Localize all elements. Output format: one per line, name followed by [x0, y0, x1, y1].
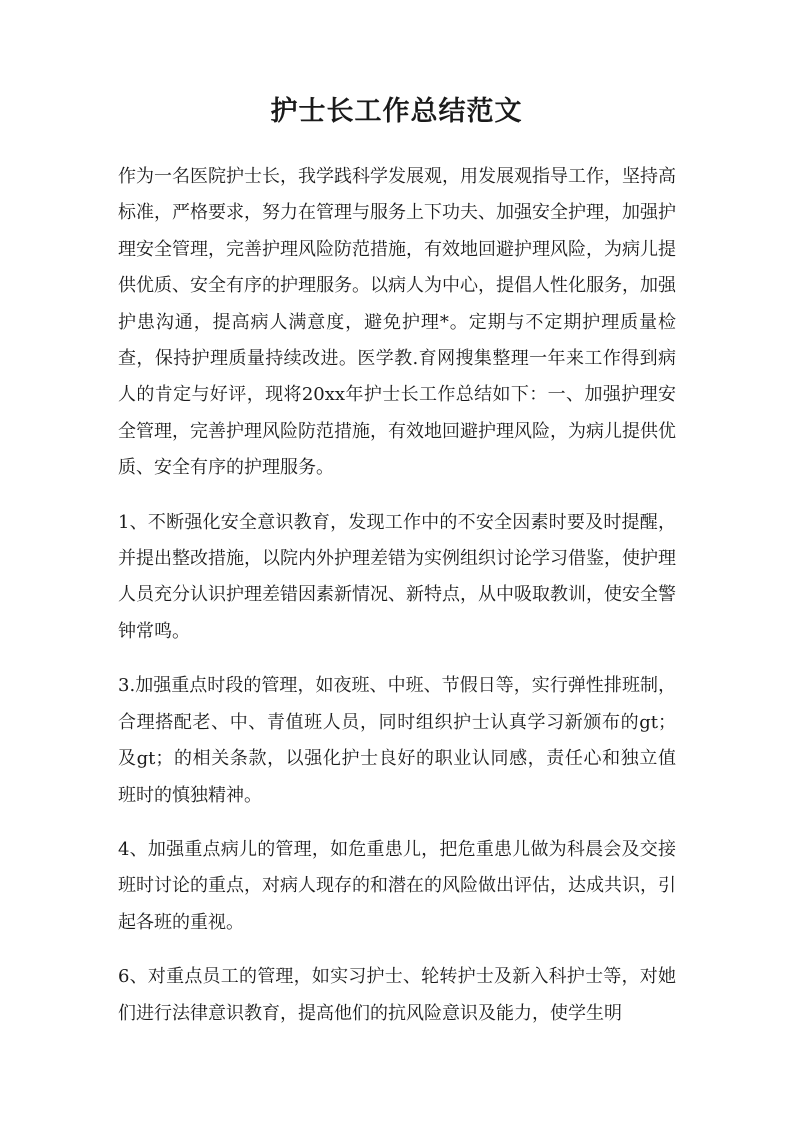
document-title: 护士长工作总结范文 [270, 96, 523, 127]
paragraph-item-3: 3.加强重点时段的管理，如夜班、中班、节假日等，实行弹性排班制，合理搭配老、中、青值班人员，同时组织护士认真学习新颁布的gt；及gt；的相关条款，以强化护士良好的职业认同感，责任心和独立值班时的慎独精神。 [118, 675, 676, 806]
document-body [118, 159, 676, 1050]
paragraph-intro: 作为一名医院护士长，我学践科学发展观，用发展观指导工作，坚持高标准，严格要求，努力在管理与服务上下功夫、加强安全护理，加强护理安全管理，完善护理风险防范措施，有效地回避护理风险，为病儿提供优质、安全有序的护理服务。以病人为中心，提倡人性化服务，加强护患沟通，提高病人满意度，避免护理*。定期与不定期护理质量检查，保持护理质量持续改进。医学教.育网搜集整理一年来工作得到病人的肯定与好评，现将20xx年护士长工作总结如下：一、加强护理安全管理，完善护理风险防范措施，有效地回避护理风险，为病儿提供优质、安全有序的护理服务。 [118, 166, 676, 479]
paragraph-item-4: 4、加强重点病儿的管理，如危重患儿，把危重患儿做为科晨会及交接班时讨论的重点，对病人现存的和潜在的风险做出评估，达成共识，引起各班的重视。 [118, 838, 676, 933]
paragraph-item-1: 1、不断强化安全意识教育，发现工作中的不安全因素时要及时提醒，并提出整改措施，以院内外护理差错为实例组织讨论学习借鉴，使护理人员充分认识护理差错因素新情况、新特点，从中吸取教训，使安全警钟常鸣。 [118, 511, 676, 642]
paragraph-item-6: 6、对重点员工的管理，如实习护士、轮转护士及新入科护士等，对她们进行法律意识教育，提高他们的抗风险意识及能力，使学生明 [118, 966, 676, 1024]
